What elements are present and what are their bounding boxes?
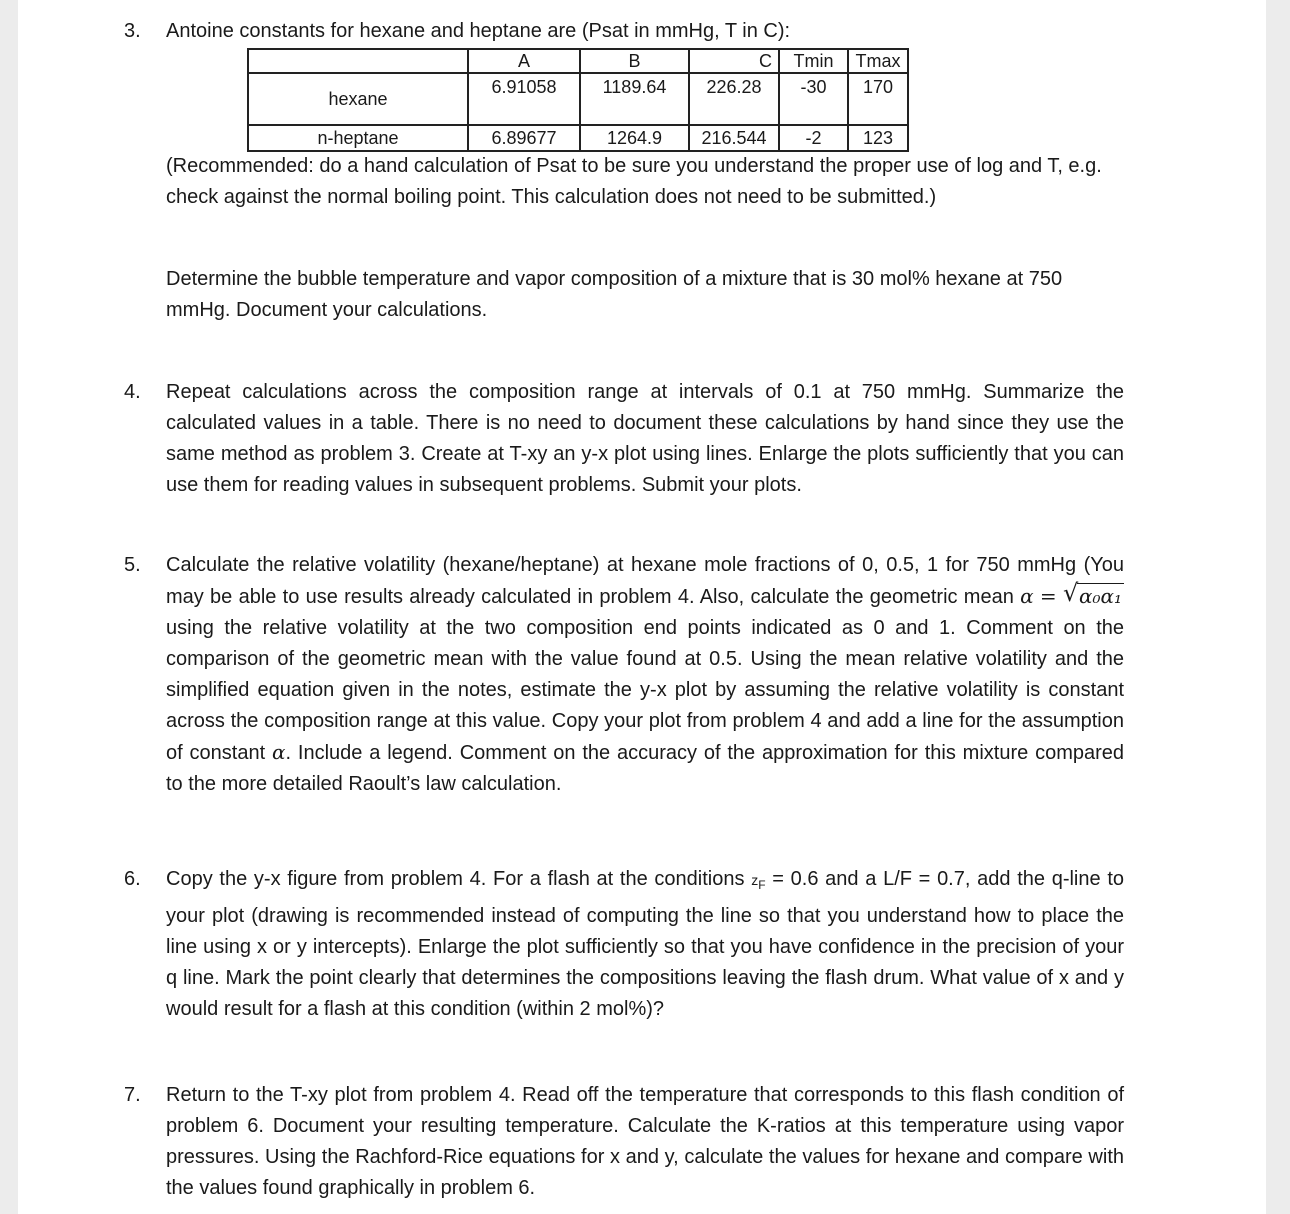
table-header-row xyxy=(248,49,908,73)
problem-note: (Recommended: do a hand calculation of Psat to be sure you understand the proper use of log and T, e.g. check against the normal boiling point. This calculation does not need to be submitted.) xyxy=(166,155,1102,208)
problem-text: Repeat calculations across the composition range at intervals of 0.1 at 750 mmHg. Summarize the calculated values in a table. There is no need to document these calculations by hand since they use the same method as problem 3. Create at T-xy an y-x plot using lines. Enlarge the plots sufficiently that you can use them for reading values in subsequent problems. Submit your plots. xyxy=(166,381,1124,496)
problem-number: 6. xyxy=(124,868,141,890)
table-cell: 6.91058 xyxy=(468,73,580,125)
document-page xyxy=(18,0,1266,1214)
problem-text-part: Copy the y-x figure from problem 4. For a flash at the conditions xyxy=(166,868,745,890)
table-header-tmin: Tmin xyxy=(779,49,848,73)
equals-sign: = xyxy=(1039,584,1057,608)
problem-text-part: . Include a legend. Comment on the accuracy of the approximation for this mixture compared to the more detailed Raoult’s law calculation. xyxy=(166,742,1125,795)
alpha-symbol: α xyxy=(272,740,286,764)
table-header-b: B xyxy=(580,49,689,73)
problem-number: 4. xyxy=(124,381,141,403)
table-cell: 6.89677 xyxy=(468,125,580,151)
antoine-table xyxy=(247,48,909,152)
table-header-c: C xyxy=(689,49,779,73)
table-cell: 170 xyxy=(848,73,908,125)
problem-text xyxy=(166,550,1124,800)
table-cell: 1264.9 xyxy=(580,125,689,151)
radicand: α₀α₁ xyxy=(1078,584,1123,608)
zf-symbol: $z_F$ xyxy=(751,872,766,892)
table-row xyxy=(248,73,908,125)
table-cell: 123 xyxy=(848,125,908,151)
table-cell: 1189.64 xyxy=(580,73,689,125)
problem-number: 7. xyxy=(124,1084,141,1106)
problem-number: 3. xyxy=(124,20,141,42)
problem-number: 5. xyxy=(124,554,141,576)
table-row xyxy=(248,125,908,151)
problem-text-part: Calculate the relative volatility (hexane/heptane) at hexane mole fractions of 0, 0.5, 1 for 750 mmHg (You may be able to use results already calculated in problem 4. Also, calculate the geometric mean xyxy=(166,554,1124,608)
table-header-a: A xyxy=(468,49,580,73)
radical-sign: √ xyxy=(1062,579,1079,607)
table-row-name: hexane xyxy=(248,73,468,125)
problem-text-part: = 0.6 and a L/F = 0.7, add the q-line to your plot (drawing is recommended instead of computing the line so that you understand how to place the line using x or y intercepts). Enlarge the plot sufficiently so that you have confidence in the precision of your q line. Mark the point clearly that determines the compositions leaving the flash drum. What value of x and y would result for a flash at this condition (within 2 mol%)? xyxy=(166,868,1125,1020)
table-row-name: n-heptane xyxy=(248,125,468,151)
table-cell: 226.28 xyxy=(689,73,779,125)
table-cell: -2 xyxy=(779,125,848,151)
table-header-tmax: Tmax xyxy=(848,49,908,73)
table-corner-cell xyxy=(248,49,468,73)
table-cell: -30 xyxy=(779,73,848,125)
problem-task: Determine the bubble temperature and vapor composition of a mixture that is 30 mol% hexane at 750 mmHg. Document your calculations. xyxy=(166,268,1063,321)
problem-stem: Antoine constants for hexane and heptane are (Psat in mmHg, T in C): xyxy=(166,20,791,42)
table-cell: 216.544 xyxy=(689,125,779,151)
sqrt-expression xyxy=(1063,581,1124,612)
problem-text-part: using the relative volatility at the two composition end points indicated as 0 and 1. Comment on the comparison of the geometric mean with the value found at 0.5. Using the mean relative volatility and the simplified equation given in the notes, estimate the y-x plot by assuming the relative volatility is constant across the composition range at this value. Copy your plot from problem 4 and add a line for the assumption of constant xyxy=(166,617,1124,764)
problem-text xyxy=(166,864,1124,1025)
problem-text: Return to the T-xy plot from problem 4. Read off the temperature that corresponds to this flash condition of problem 6. Document your resulting temperature. Calculate the K-ratios at this temperature using vapor pressures. Using the Rachford-Rice equations for x and y, calculate the values for hexane and compare with the values found graphically in problem 6. xyxy=(166,1084,1124,1199)
alpha-symbol: α xyxy=(1020,584,1034,608)
